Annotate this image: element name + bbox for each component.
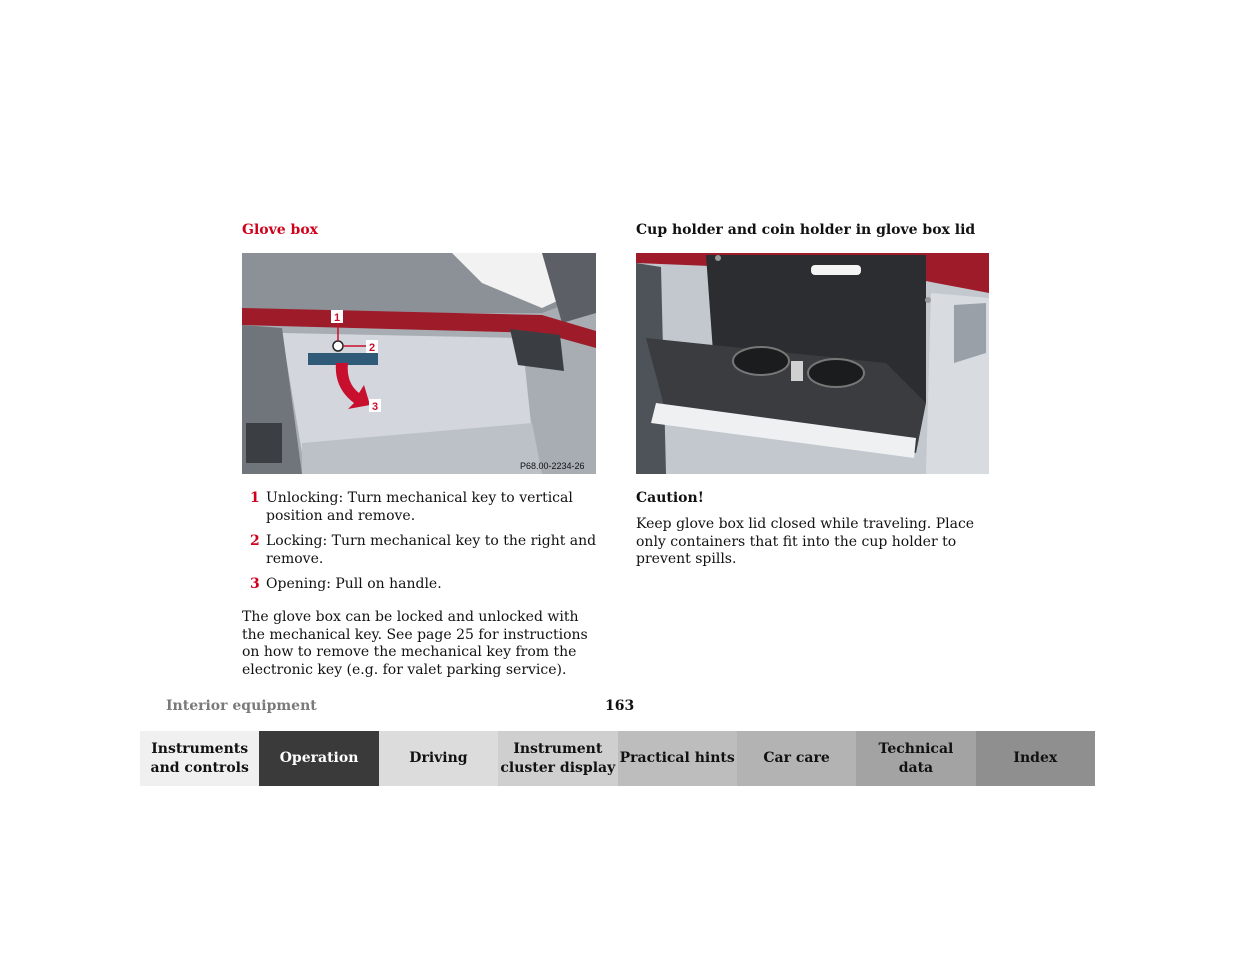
item-text: Locking: Turn mechanical key to the right and remove. <box>266 533 597 567</box>
item-text: Unlocking: Turn mechanical key to vertical position and remove. <box>266 490 573 524</box>
caution-title: Caution! <box>636 490 704 506</box>
list-item <box>242 576 602 594</box>
glove-box-heading: Glove box <box>242 222 319 238</box>
screw-icon <box>715 255 721 261</box>
glove-box-drawing <box>242 253 596 474</box>
screw-icon <box>925 297 931 303</box>
callout-2: 2 <box>369 342 376 354</box>
cup-holder-left <box>733 347 789 375</box>
chapter-nav <box>140 731 1095 786</box>
instruction-list <box>242 490 602 602</box>
item-number: 2 <box>250 533 260 549</box>
glove-box-paragraph: The glove box can be locked and unlocked with the mechanical key. See page 25 for instructions on how to remove the mechanical key from the electronic key (e.g. for valet parking service). <box>242 609 588 678</box>
section-label: Interior equipment <box>166 698 317 714</box>
coin-holder <box>791 361 803 381</box>
item-text: Opening: Pull on handle. <box>266 576 442 592</box>
callout-1: 1 <box>334 312 341 324</box>
lock-cylinder <box>333 341 343 351</box>
item-number: 1 <box>250 490 260 506</box>
tab-operation[interactable]: Operation <box>259 731 378 786</box>
item-number: 3 <box>250 576 260 592</box>
list-item <box>242 490 602 525</box>
cup-holder-right <box>808 359 864 387</box>
tab-technical-data[interactable]: Technical data <box>856 731 975 786</box>
cup-holder-illustration <box>636 253 989 474</box>
tab-instrument-cluster-display[interactable]: Instrument cluster display <box>498 731 617 786</box>
tab-practical-hints[interactable]: Practical hints <box>618 731 737 786</box>
tab-car-care[interactable]: Car care <box>737 731 856 786</box>
air-vent <box>954 303 986 363</box>
callout-3: 3 <box>372 401 379 413</box>
caution-text: Keep glove box lid closed while traveling. Place only containers that fit into the cup holder to prevent spills. <box>636 516 975 567</box>
tab-driving[interactable]: Driving <box>379 731 498 786</box>
glove-box-illustration <box>242 253 596 474</box>
tab-instruments-and-controls[interactable]: Instruments and controls <box>140 731 259 786</box>
list-item <box>242 533 602 568</box>
figure-code: P68.00-2234-26 <box>520 461 585 471</box>
air-vent <box>510 329 564 371</box>
interior-light <box>811 265 861 275</box>
cup-holder-drawing <box>636 253 989 474</box>
page-number: 163 <box>605 698 635 714</box>
tab-index[interactable]: Index <box>976 731 1095 786</box>
cup-holder-heading: Cup holder and coin holder in glove box lid <box>636 222 976 238</box>
console-controls <box>246 423 282 463</box>
